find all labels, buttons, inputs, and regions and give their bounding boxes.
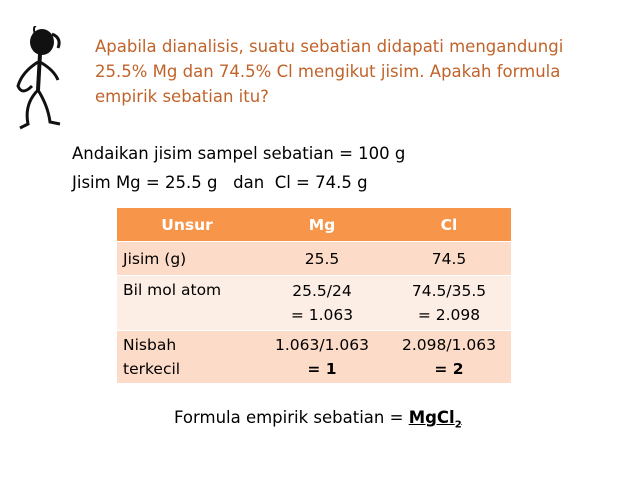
- mg-expression: 1.063/1.063: [275, 336, 369, 354]
- row-label-text: Jisim (g): [123, 249, 187, 268]
- header-unsur: Unsur: [117, 208, 257, 241]
- formula-text: MgCl: [408, 408, 455, 427]
- mg-cell: [257, 275, 387, 330]
- question-line-2: 25.5% Mg dan 74.5% Cl mengikut jisim. Apakah formula: [95, 62, 561, 81]
- mg-result: = 1: [307, 360, 337, 378]
- row-label: [117, 241, 257, 275]
- cl-cell: [387, 241, 511, 275]
- row-label: [117, 330, 257, 383]
- cl-cell: [387, 330, 511, 383]
- cl-value: 74.5: [431, 249, 467, 268]
- row-label: [117, 275, 257, 330]
- empirical-formula: [408, 408, 462, 431]
- mg-value: 25.5: [304, 249, 340, 268]
- question-text: [95, 34, 615, 109]
- table-row: [117, 330, 511, 383]
- cl-result: = 2: [434, 360, 464, 378]
- thinking-person-icon: [10, 26, 68, 132]
- question-line-1: Apabila dianalisis, suatu sebatian didapati mengandungi: [95, 37, 564, 56]
- row-label-text: Bil mol atom: [123, 281, 222, 299]
- table-row: [117, 241, 511, 275]
- mg-result: = 1.063: [290, 306, 354, 324]
- row-label-text: Nisbah: [123, 336, 177, 354]
- assumption-line: Andaikan jisim sampel sebatian = 100 g: [72, 144, 406, 163]
- mg-cell: [257, 241, 387, 275]
- mg-cell: [257, 330, 387, 383]
- question-line-3: empirik sebatian itu?: [95, 87, 269, 106]
- table-row: [117, 275, 511, 330]
- cl-expression: 74.5/35.5: [411, 282, 487, 300]
- row-label-text: terkecil: [123, 360, 181, 378]
- formula-subscript: 2: [454, 419, 462, 431]
- cl-expression: 2.098/1.063: [402, 336, 496, 354]
- calculation-table: [117, 208, 511, 383]
- header-mg: Mg: [257, 208, 387, 241]
- cl-result: = 2.098: [417, 306, 481, 324]
- mass-line: Jisim Mg = 25.5 g dan Cl = 74.5 g: [72, 173, 368, 192]
- header-cl: Cl: [387, 208, 511, 241]
- mg-expression: 25.5/24: [292, 282, 352, 300]
- table-header-row: [117, 208, 511, 241]
- conclusion-line: [174, 408, 462, 430]
- conclusion-prefix: Formula empirik sebatian =: [174, 408, 409, 427]
- cl-cell: [387, 275, 511, 330]
